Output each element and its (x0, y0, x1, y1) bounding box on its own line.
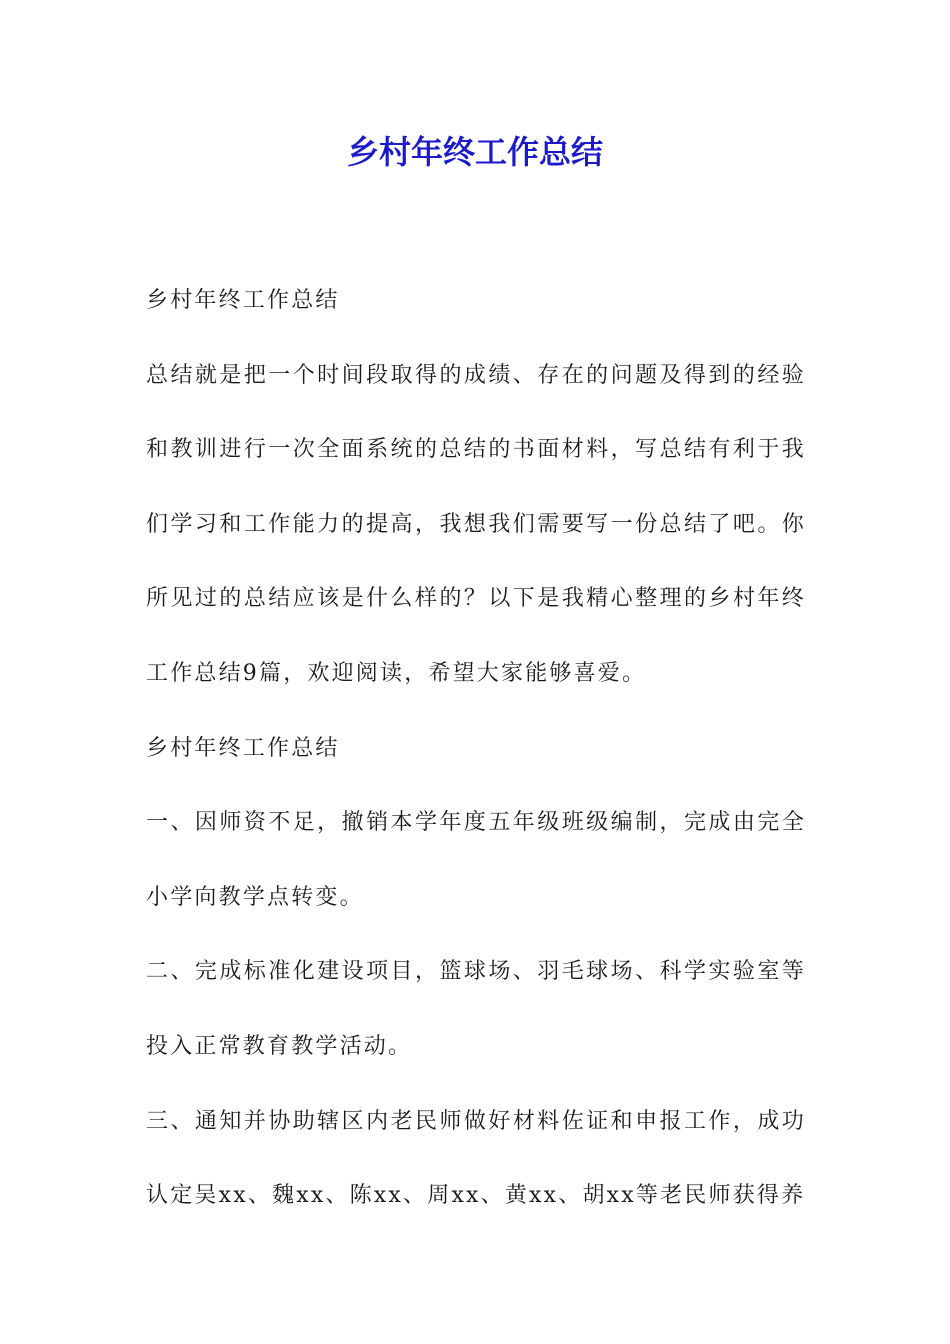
paragraph-item-2: 二、完成标准化建设项目，篮球场、羽毛球场、科学实验室等投入正常教育教学活动。 (146, 959, 806, 1059)
document-title: 乡村年终工作总结 (346, 133, 603, 171)
paragraph-intro: 总结就是把一个时间段取得的成绩、存在的问题及得到的经验和教训进行一次全面系统的总结的书面材料，写总结有利于我们学习和工作能力的提高，我想我们需要写一份总结了吧。你所见过的总结应该是什么样的？以下是我精心整理的乡村年终工作总结9篇，欢迎阅读，希望大家能够喜爱。 (146, 362, 806, 686)
paragraph-item-1: 一、因师资不足，撤销本学年度五年级班级编制，完成由完全小学向教学点转变。 (146, 810, 806, 910)
document-body (146, 264, 806, 1234)
paragraph-subtitle: 乡村年终工作总结 (146, 288, 340, 313)
paragraph-item-3: 三、通知并协助辖区内老民师做好材料佐证和申报工作，成功认定吴xx、魏xx、陈xx、周xx、黄xx、胡xx等老民师获得养 (146, 1108, 806, 1209)
paragraph-section-heading: 乡村年终工作总结 (146, 735, 340, 761)
